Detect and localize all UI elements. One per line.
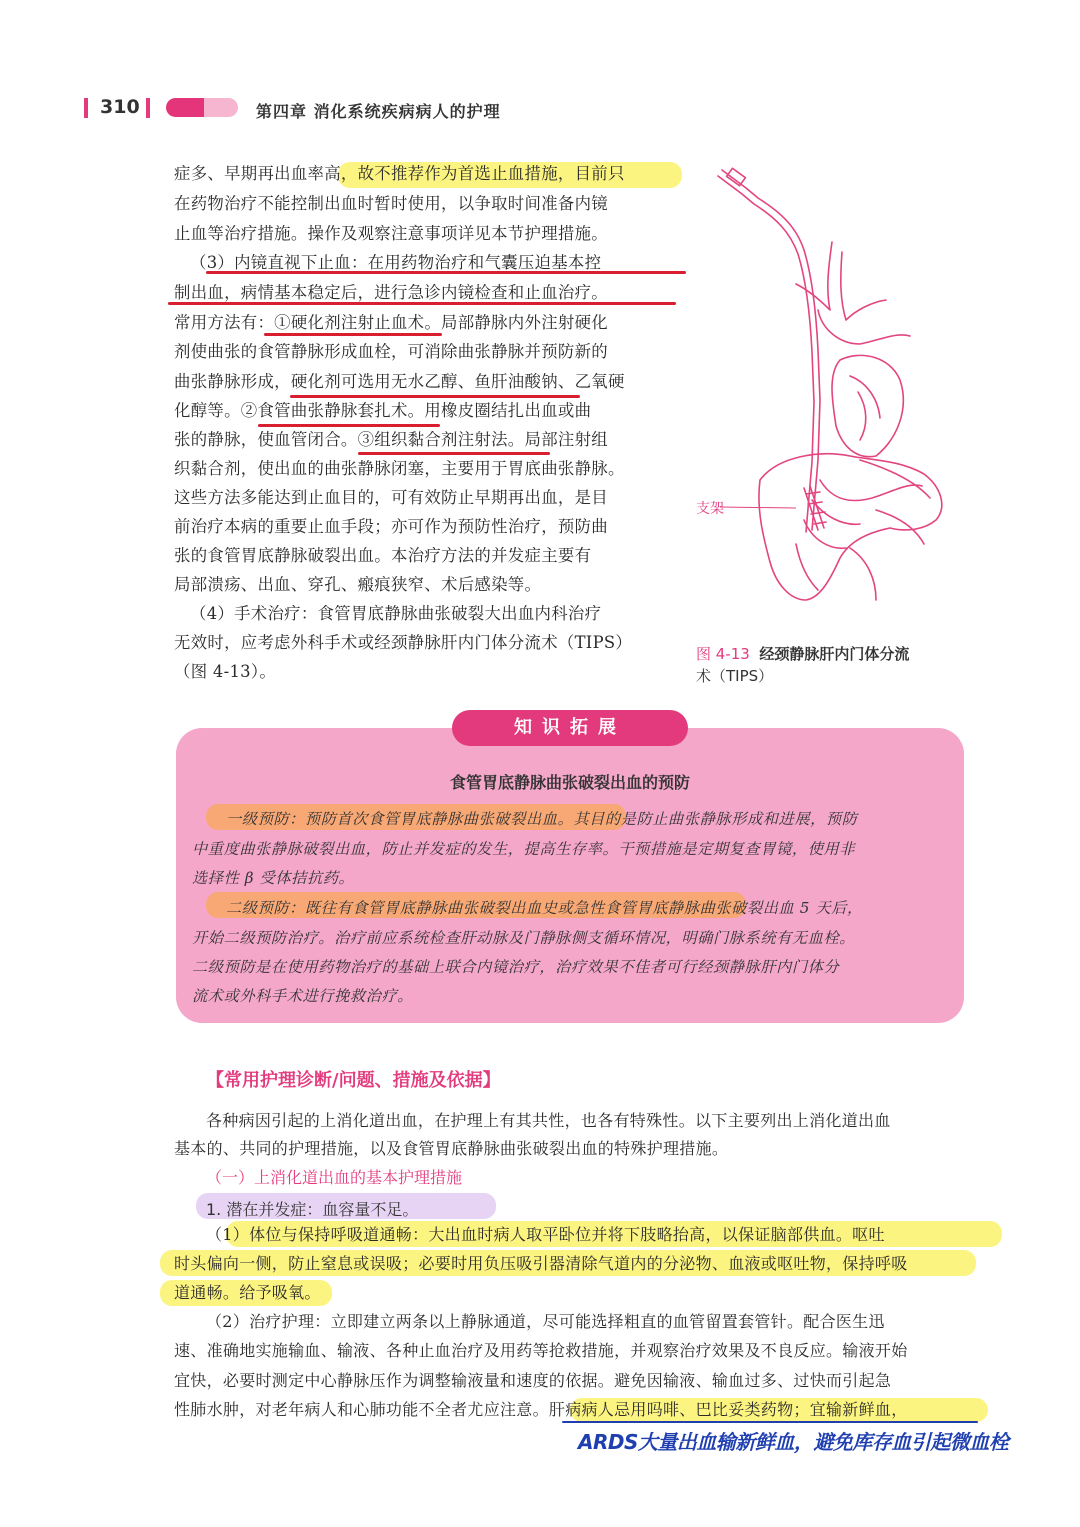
subheading: （一）上消化道出血的基本护理措施 xyxy=(206,1168,463,1187)
chapter-title: 第四章 消化系统疾病病人的护理 xyxy=(256,102,501,121)
body-line: 无效时，应考虑外科手术或经颈静脉肝内门体分流术（TIPS） xyxy=(174,633,633,652)
para-line: 性肺水肿，对老年病人和心肺功能不全者尤应注意。肝病病人忌用吗啡、巴比妥类药物；宜输新鲜血， xyxy=(174,1400,908,1419)
figure-caption-line1: 经颈静脉肝内门体分流 xyxy=(759,645,910,663)
section-heading: 【常用护理诊断/问题、措施及依据】 xyxy=(206,1070,501,1091)
figure-caption xyxy=(696,643,909,664)
body-line: 症多、早期再出血率高，故不推荐作为首选止血措施，目前只 xyxy=(174,164,625,183)
underline-blue xyxy=(562,1421,978,1423)
body-line: 织黏合剂，使出血的曲张静脉闭塞，主要用于胃底曲张静脉。 xyxy=(174,459,625,478)
body-line: 制出血，病情基本稳定后，进行急诊内镜检查和止血治疗。 xyxy=(174,283,608,302)
figure-number: 图 4-13 xyxy=(696,645,750,663)
box-line: 二级预防：既往有食管胃底静脉曲张破裂出血史或急性食管胃底静脉曲张破裂出血 5 天后， xyxy=(226,899,863,917)
body-line: 这些方法多能达到止血目的，可有效防止早期再出血，是目 xyxy=(174,488,608,507)
intro-line: 各种病因引起的上消化道出血，在护理上有其共性，也各有特殊性。以下主要列出上消化道出血 xyxy=(206,1111,891,1130)
header-pill-dark xyxy=(166,98,204,117)
box-line: 流术或外科手术进行挽救治疗。 xyxy=(192,987,414,1005)
tips-illustration xyxy=(700,160,960,630)
header-pill-light xyxy=(204,98,238,117)
underline-red xyxy=(264,333,442,336)
body-line: 局部溃疡、出血、穿孔、瘢痕狭窄、术后感染等。 xyxy=(174,575,542,594)
box-line: 中重度曲张静脉破裂出血，防止并发症的发生，提高生存率。干预措施是定期复查胃镜，使用非 xyxy=(192,840,856,858)
underline-red xyxy=(290,395,580,398)
body-line: 张的静脉，使血管闭合。③组织黏合剂注射法。局部注射组 xyxy=(174,430,608,449)
underline-red xyxy=(258,424,440,427)
box-line: 二级预防是在使用药物治疗的基础上联合内镜治疗，治疗效果不佳者可行经颈静脉肝内门体分 xyxy=(192,958,840,976)
handwritten-note: ARDS大量出血输新鲜血，避免库存血引起微血栓 xyxy=(578,1430,1009,1454)
body-line: 止血等治疗措施。操作及观察注意事项详见本节护理措施。 xyxy=(174,224,608,243)
body-line: 曲张静脉形成，硬化剂可选用无水乙醇、鱼肝油酸钠、乙氧硬 xyxy=(174,372,625,391)
para-line: 时头偏向一侧，防止窒息或误吸；必要时用负压吸引器清除气道内的分泌物、血液或呕吐物，保持呼吸 xyxy=(174,1254,908,1273)
body-line: （3）内镜直视下止血：在用药物治疗和气囊压迫基本控 xyxy=(190,253,602,272)
intro-line: 基本的、共同的护理措施，以及食管胃底静脉曲张破裂出血的特殊护理措施。 xyxy=(174,1139,729,1158)
box-line: 一级预防：预防首次食管胃底静脉曲张破裂出血。其目的是防止曲张静脉形成和进展，预防 xyxy=(226,810,858,828)
body-line: （4）手术治疗：食管胃底静脉曲张破裂大出血内科治疗 xyxy=(190,604,602,623)
para-line: （1）体位与保持呼吸道通畅：大出血时病人取平卧位并将下肢略抬高，以保证脑部供血。呕吐 xyxy=(206,1225,885,1244)
header-bar-right xyxy=(146,98,150,118)
body-line: 常用方法有：①硬化剂注射止血术。局部静脉内外注射硬化 xyxy=(174,313,608,332)
item-heading: 1. 潜在并发症：血容量不足。 xyxy=(206,1200,419,1219)
body-line: 张的食管胃底静脉破裂出血。本治疗方法的并发症主要有 xyxy=(174,546,592,565)
box-line: 开始二级预防治疗。治疗前应系统检查肝动脉及门静脉侧支循环情况，明确门脉系统有无血栓。 xyxy=(192,929,856,947)
para-line: 速、准确地实施输血、输液、各种止血治疗及用药等抢救措施，并观察治疗效果及不良反应。输液开始 xyxy=(174,1341,908,1360)
para-line: （2）治疗护理：立即建立两条以上静脉通道，尽可能选择粗直的血管留置套管针。配合医生迅 xyxy=(206,1312,885,1331)
box-line: 选择性 β 受体拮抗药。 xyxy=(192,869,355,887)
para-line: 道通畅。给予吸氧。 xyxy=(174,1283,321,1302)
page-number: 310 xyxy=(100,96,140,118)
body-line: 剂使曲张的食管静脉形成血栓，可消除曲张静脉并预防新的 xyxy=(174,342,608,361)
knowledge-box-tab: 知识拓展 xyxy=(452,710,688,746)
header-bar-left xyxy=(84,98,88,118)
body-line: 前治疗本病的重要止血手段；亦可作为预防性治疗，预防曲 xyxy=(174,517,608,536)
body-line: 化醇等。②食管曲张静脉套扎术。用橡皮圈结扎出血或曲 xyxy=(174,401,592,420)
body-line: （图 4-13）。 xyxy=(174,662,277,681)
underline-red xyxy=(358,452,550,455)
body-line: 在药物治疗不能控制出血时暂时使用，以争取时间准备内镜 xyxy=(174,194,608,213)
stent-label: 支架 xyxy=(696,501,724,517)
figure-caption-line2: 术（TIPS） xyxy=(696,667,774,685)
knowledge-box-title: 食管胃底静脉曲张破裂出血的预防 xyxy=(449,773,690,792)
para-line: 宜快，必要时测定中心静脉压作为调整输液量和速度的依据。避免因输液、输血过多、过快而引起急 xyxy=(174,1371,892,1390)
